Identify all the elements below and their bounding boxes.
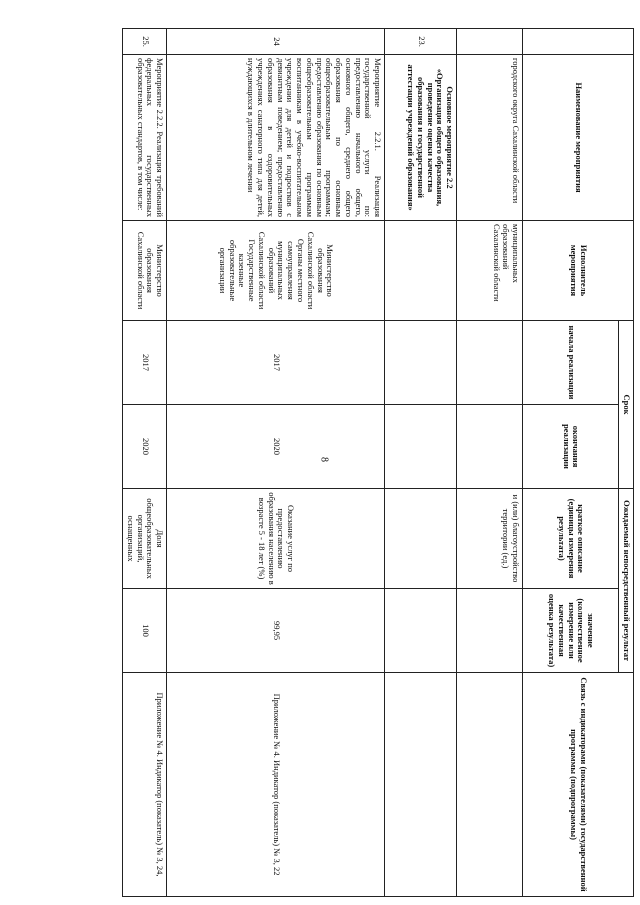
header-link: Связь с индикаторами (показателями) государственной программы (подпрограммы) [523,673,634,897]
row-end [385,405,457,489]
table-row [167,29,385,897]
row-executor: Министерство образования Сахалинской области Органы местного самоуправления муниципальных образований Сахалинской области Государственные казенные образовательные организации [167,221,385,321]
row-link [457,673,523,897]
table-row [123,29,167,897]
header-result-value: значение (количественное измерение или качественная оценка результата) [523,589,619,673]
row-executor [385,221,457,321]
row-executor: муниципальных образований Сахалинской области [457,221,523,321]
row-name: Основное мероприятие 2.2 «Организация общего образования, проведение оценки качества образования и государственной аттестации учреждений образования» [385,55,457,221]
row-num: 24 [167,29,385,55]
header-executor: Исполнитель мероприятия [523,221,634,321]
row-name: Мероприятие 2.2.2. Реализация требований федеральных государственных образовательных стандартов, в том числе: [123,55,167,221]
row-num: 23. [385,29,457,55]
row-desc: и (или) благоустройство территории (ед.) [457,489,523,589]
row-desc: Доля общеобразовательных организаций, оснащенных [123,489,167,589]
table-row [457,29,523,897]
header-term-start: начала реализации [523,321,619,405]
table-header [523,29,634,897]
header-term: Срок [619,321,634,489]
rotated-document [75,28,634,896]
row-value: 99,95 [167,589,385,673]
row-value [457,589,523,673]
row-num [457,29,523,55]
header-num [523,29,634,55]
row-executor: Министерство образования Сахалинской области [123,221,167,321]
row-end: 2020 [123,405,167,489]
table-row [385,29,457,897]
row-link: Приложение № 4. Индикатор (показатель) № 3, 22 [167,673,385,897]
header-result-desc: краткое описание (единицы измерения результата) [523,489,619,589]
header-result: Ожидаемый непосредственный результат [619,489,634,673]
row-link: Приложение № 4. Индикатор (показатель) № 3, 24, [123,673,167,897]
header-term-end: окончания реализации [523,405,619,489]
row-desc [385,489,457,589]
row-name: Мероприятие 2.2.1. Реализация государственной услуги по: предоставлению начального общего, основного общего, среднего общего образования по основным общеобразовательным программам; предоставлению образования по основным общеобразовательным программам воспитанникам в учебно-воспитательном учреждении для детей и подростков с девиантным поведением; предоставлению образования в оздоровительных учреждениях санаторного типа для детей, нуждающихся в длительном лечении [167,55,385,221]
page-number: 8 [318,457,330,462]
row-link [385,673,457,897]
row-start: 2017 [123,321,167,405]
row-start [457,321,523,405]
row-value: 100 [123,589,167,673]
row-name: городского округа Сахалинской области [457,55,523,221]
program-measures-table [122,28,634,897]
row-end [457,405,523,489]
row-start [385,321,457,405]
row-end: 2020 [167,405,385,489]
row-desc: Оказание услуг по предоставлению образования населению в возрасте 5 - 18 лет (%) [167,489,385,589]
table-body [123,29,523,897]
header-name: Наименование мероприятия [523,55,634,221]
document-table-wrapper [75,28,634,896]
row-num: 25. [123,29,167,55]
row-start: 2017 [167,321,385,405]
row-value [385,589,457,673]
